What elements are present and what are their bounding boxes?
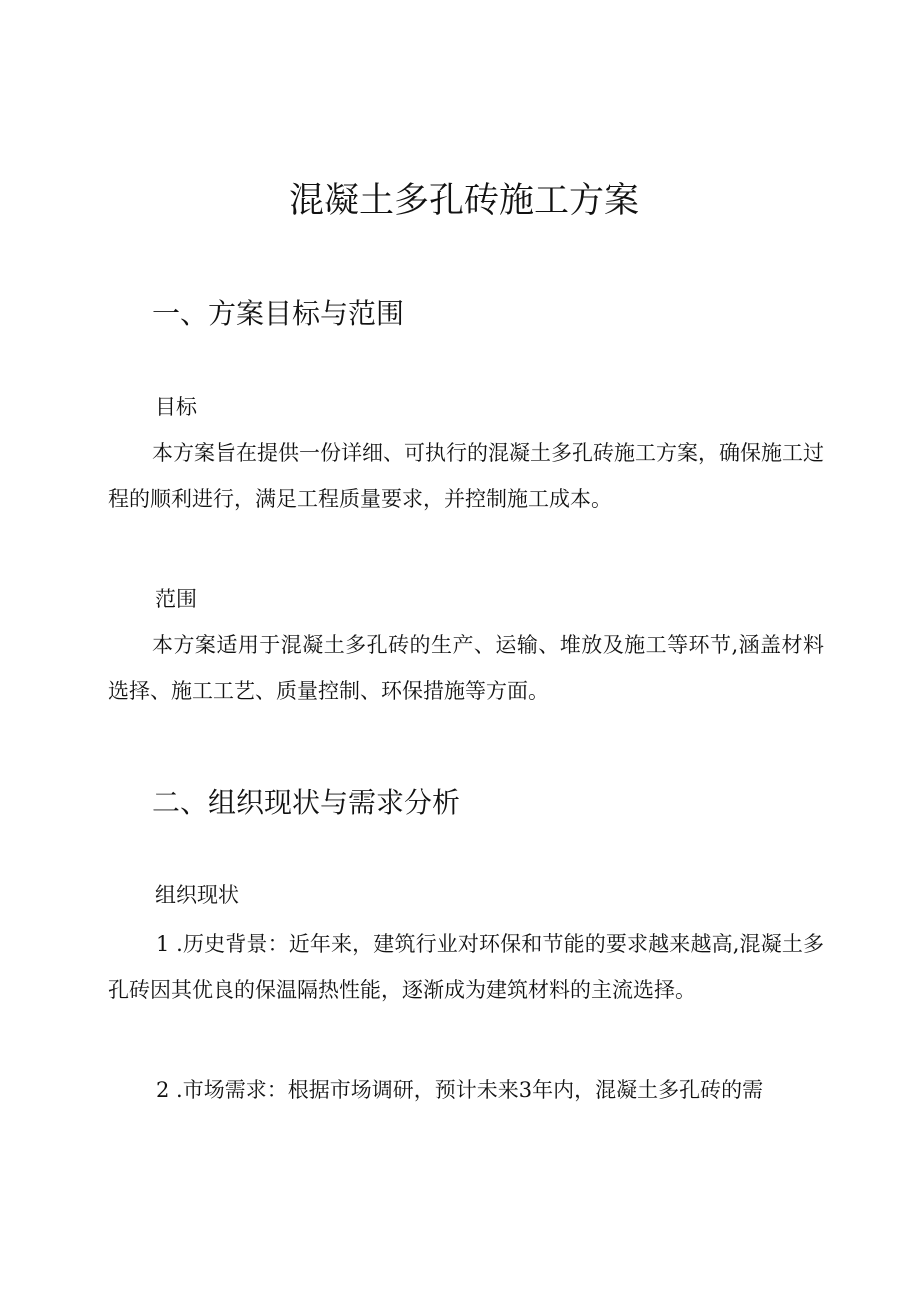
list-item-market: 2 .市场需求：根据市场调研，预计未来3年内，混凝土多孔砖的需	[156, 1078, 764, 1102]
document-title: 混凝土多孔砖施工方案	[288, 181, 639, 221]
section-heading-2: 二、组织现状与需求分析	[152, 786, 461, 819]
paragraph-goal: 本方案旨在提供一份详细、可执行的混凝土多孔砖施工方案，确保施工过程的顺利进行，满足工程质量要求，并控制施工成本。	[108, 441, 824, 511]
list-item-history: 1 .历史背景：近年来，建筑行业对环保和节能的要求越来越高,混凝土多孔砖因其优良的保温隔热性能，逐渐成为建筑材料的主流选择。	[108, 932, 824, 1002]
subsection-label-scope: 范围	[155, 587, 197, 611]
section-heading-1: 一、方案目标与范围	[152, 297, 405, 330]
paragraph-scope: 本方案适用于混凝土多孔砖的生产、运输、堆放及施工等环节,涵盖材料选择、施工工艺、质量控制、环保措施等方面。	[108, 633, 824, 703]
subsection-label-goal: 目标	[155, 395, 197, 419]
subsection-label-status: 组织现状	[155, 883, 239, 907]
